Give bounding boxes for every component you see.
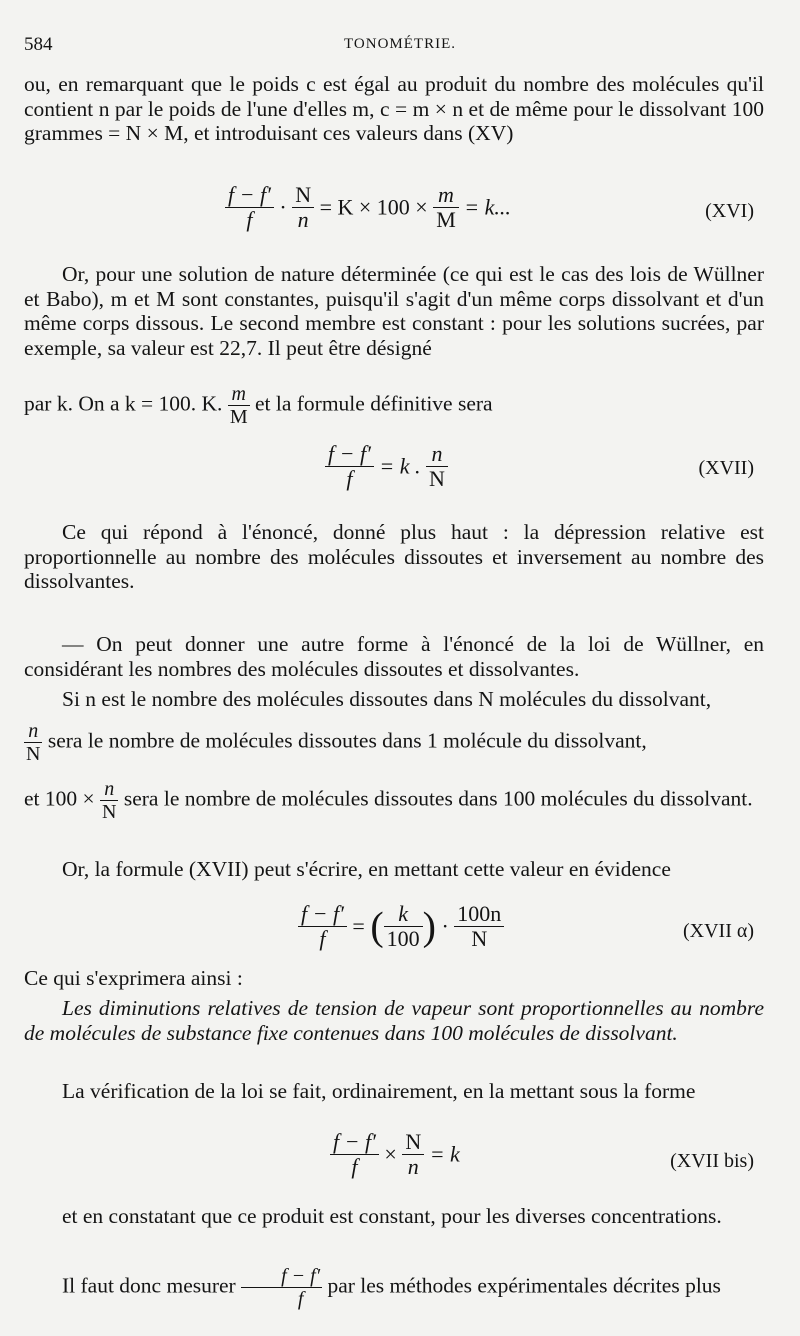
paragraph-13: Il faut donc mesurer $\frac{f - f'}{f}$ par les méthodes expérimentales décrites plus	[62, 1265, 721, 1310]
paragraph-11: La vérification de la loi se fait, ordinairement, en la mettant sous la forme	[62, 1079, 696, 1103]
paragraph-1: ou, en remarquant que le poids c est égal au produit du nombre des molécules qu'il contient n par le poids de l'une d'elles m, c = m × n et de même pour le dissolvant 100 grammes = N × M, et introduisant ces valeurs dans (XV)	[24, 72, 764, 145]
equation-xvi: $\frac{f - f'}{f}$ · $\frac{N}{n}$ = K × 100 × $\frac{m}{M}$ = k...	[225, 183, 511, 232]
inline-fraction-m-over-M: $\frac{m}{M}$	[229, 383, 248, 428]
paragraph-6: $\frac{n}{N}$ sera le nombre de molécules dissoutes dans 1 molécule du dissolvant,	[26, 720, 647, 765]
paragraph-4: — On peut donner une autre forme à l'énoncé de la loi de Wüllner, en considérant les nombres des molécules dissoutes et dissolvantes.	[24, 632, 764, 681]
equation-xvii-bis: $\frac{f - f'}{f}$ × $\frac{N}{n}$ = k	[330, 1130, 460, 1179]
page-header	[24, 34, 776, 58]
fraction-N-over-n: $\frac{N}{n}$	[292, 183, 314, 232]
fraction-relative-depression: $\frac{f - f'}{f}$	[225, 183, 274, 232]
paragraph-9: Ce qui s'exprimera ainsi :	[24, 966, 243, 990]
paragraph-2: Or, pour une solution de nature déterminée (ce qui est le cas des lois de Wüllner et Babo), m et M sont constantes, puisqu'il s'agit d'un même corps dissolvant et d'un même corps dissous. Le second membre est constant : pour les solutions sucrées, par exemple, sa valeur est 22,7. Il peut être désigné	[24, 262, 764, 360]
equation-xvii: $\frac{f - f'}{f}$ = k . $\frac{n}{N}$	[325, 442, 448, 491]
equation-label-xvii-alpha: (XVII α)	[682, 920, 754, 942]
equation-label-xvii-bis: (XVII bis)	[670, 1150, 754, 1172]
equation-label-xvii: (XVII)	[698, 457, 754, 479]
paragraph-8: Or, la formule (XVII) peut s'écrire, en mettant cette valeur en évidence	[62, 857, 671, 881]
paragraph-12: et en constatant que ce produit est constant, pour les diverses concentrations.	[62, 1204, 722, 1228]
fraction-m-over-M: $\frac{m}{M}$	[433, 183, 459, 232]
equation-label-xvi: (XVI)	[705, 200, 754, 222]
paragraph-10-law-statement: Les diminutions relatives de tension de vapeur sont proportionnelles au nombre de molécules de substance fixe contenues dans 100 molécules de dissolvant.	[24, 996, 764, 1045]
running-title: TONOMÉTRIE.	[344, 36, 456, 52]
page-number: 584	[24, 34, 53, 55]
equation-xvii-alpha: $\frac{f - f'}{f}$ = ( $\frac{k}{100}$ ) · $\frac{100n}{N}$	[298, 902, 504, 951]
paragraph-2-end: par k. On a k = 100. K. $\frac{m}{M}$ et la formule définitive sera	[24, 383, 493, 428]
paragraph-5: Si n est le nombre des molécules dissoutes dans N molécules du dissolvant,	[62, 687, 712, 711]
paragraph-3: Ce qui répond à l'énoncé, donné plus haut : la dépression relative est proportionnelle au nombre des molécules dissoutes et inversement au nombre des dissolvantes.	[24, 520, 764, 593]
paragraph-7: et 100 × $\frac{n}{N}$ sera le nombre de molécules dissoutes dans 100 molécules du dissolvant.	[24, 778, 753, 823]
